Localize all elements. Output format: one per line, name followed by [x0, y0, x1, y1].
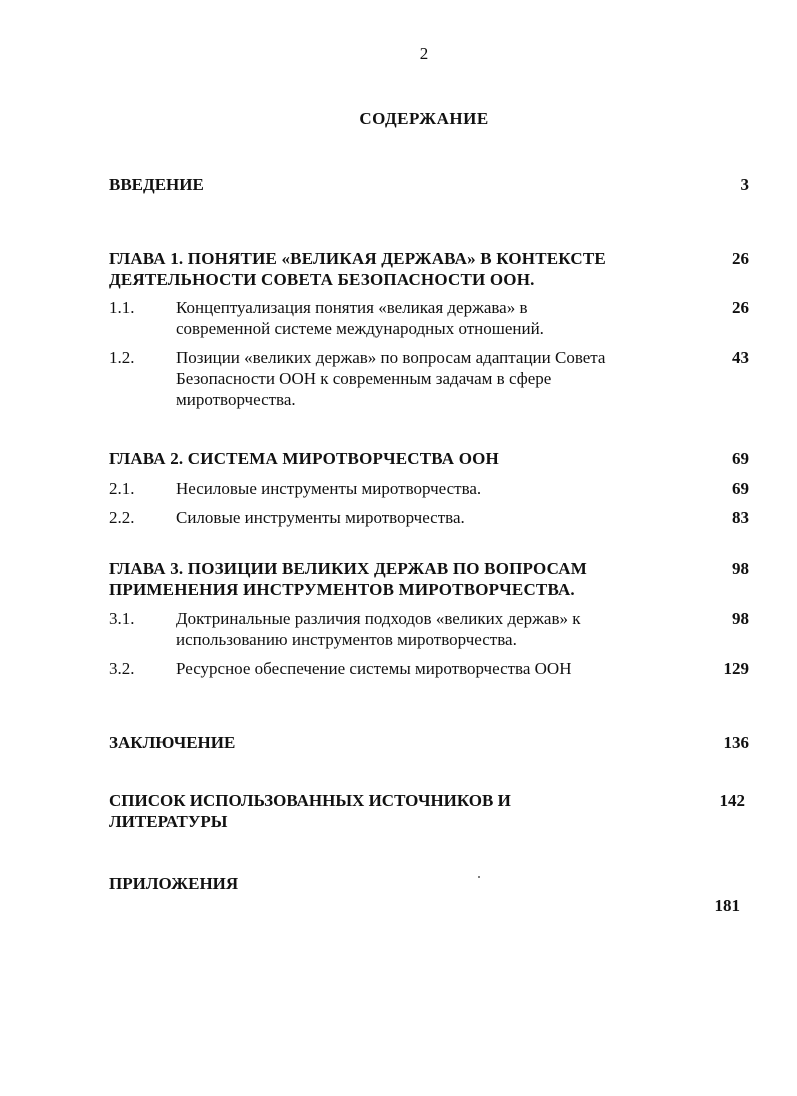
- toc-entry-text: ГЛАВА 2. СИСТЕМА МИРОТВОРЧЕСТВА ООН: [109, 449, 499, 468]
- toc-section-number: 3.2.: [109, 659, 135, 678]
- toc-entry-text: ВВЕДЕНИЕ: [109, 175, 204, 194]
- toc-entry-text: Ресурсное обеспечение системы миротворчества ООН: [176, 659, 572, 678]
- toc-page-number: 26: [732, 298, 749, 317]
- toc-page-number: 98: [732, 609, 749, 628]
- toc-entry-text: Несиловые инструменты миротворчества.: [176, 479, 482, 498]
- toc-entry-text: ГЛАВА 1. ПОНЯТИЕ «ВЕЛИКАЯ ДЕРЖАВА» В КОНТЕКСТЕ ДЕЯТЕЛЬНОСТИ СОВЕТА БЕЗОПАСНОСТИ ООН.: [109, 249, 606, 289]
- toc-page-number: 129: [723, 659, 749, 678]
- scan-speck: [478, 876, 480, 878]
- toc-section-number: 3.1.: [109, 609, 135, 628]
- toc-section-number: 2.1.: [109, 479, 135, 498]
- page-number: 2: [419, 44, 429, 63]
- toc-entry-text: Доктринальные различия подходов «великих держав» к использованию инструментов миротворчества.: [176, 609, 581, 649]
- toc-page-number: 3: [740, 175, 749, 194]
- toc-entry-text: Силовые инструменты миротворчества.: [176, 508, 465, 527]
- toc-section-number: 1.2.: [109, 348, 135, 367]
- toc-page-number: 136: [723, 733, 749, 752]
- toc-entry-text: Концептуализация понятия «великая держава» в современной системе международных отношений.: [176, 298, 544, 338]
- toc-page-number: 98: [732, 559, 749, 578]
- toc-title: СОДЕРЖАНИЕ: [359, 109, 489, 128]
- toc-page-number: 83: [732, 508, 749, 527]
- toc-section-number: 2.2.: [109, 508, 135, 527]
- toc-page-number: 69: [732, 479, 749, 498]
- toc-entry-text: ГЛАВА 3. ПОЗИЦИИ ВЕЛИКИХ ДЕРЖАВ ПО ВОПРОСАМ ПРИМЕНЕНИЯ ИНСТРУМЕНТОВ МИРОТВОРЧЕСТВА.: [109, 559, 588, 599]
- toc-section-number: 1.1.: [109, 298, 135, 317]
- toc-entry-text: ПРИЛОЖЕНИЯ: [109, 874, 239, 893]
- toc-entry-text: ЗАКЛЮЧЕНИЕ: [109, 733, 236, 752]
- toc-entry-text: СПИСОК ИСПОЛЬЗОВАННЫХ ИСТОЧНИКОВ И ЛИТЕРАТУРЫ: [109, 791, 511, 831]
- toc-page-number: 142: [719, 791, 745, 810]
- toc-page-number-appendix: 181: [714, 896, 740, 915]
- toc-entry-text: Позиции «великих держав» по вопросам адаптации Совета Безопасности ООН к современным задачам в сфере миротворчества.: [176, 348, 606, 409]
- toc-page-number: 26: [732, 249, 749, 268]
- toc-page-number: 69: [732, 449, 749, 468]
- toc-page-number: 43: [732, 348, 749, 367]
